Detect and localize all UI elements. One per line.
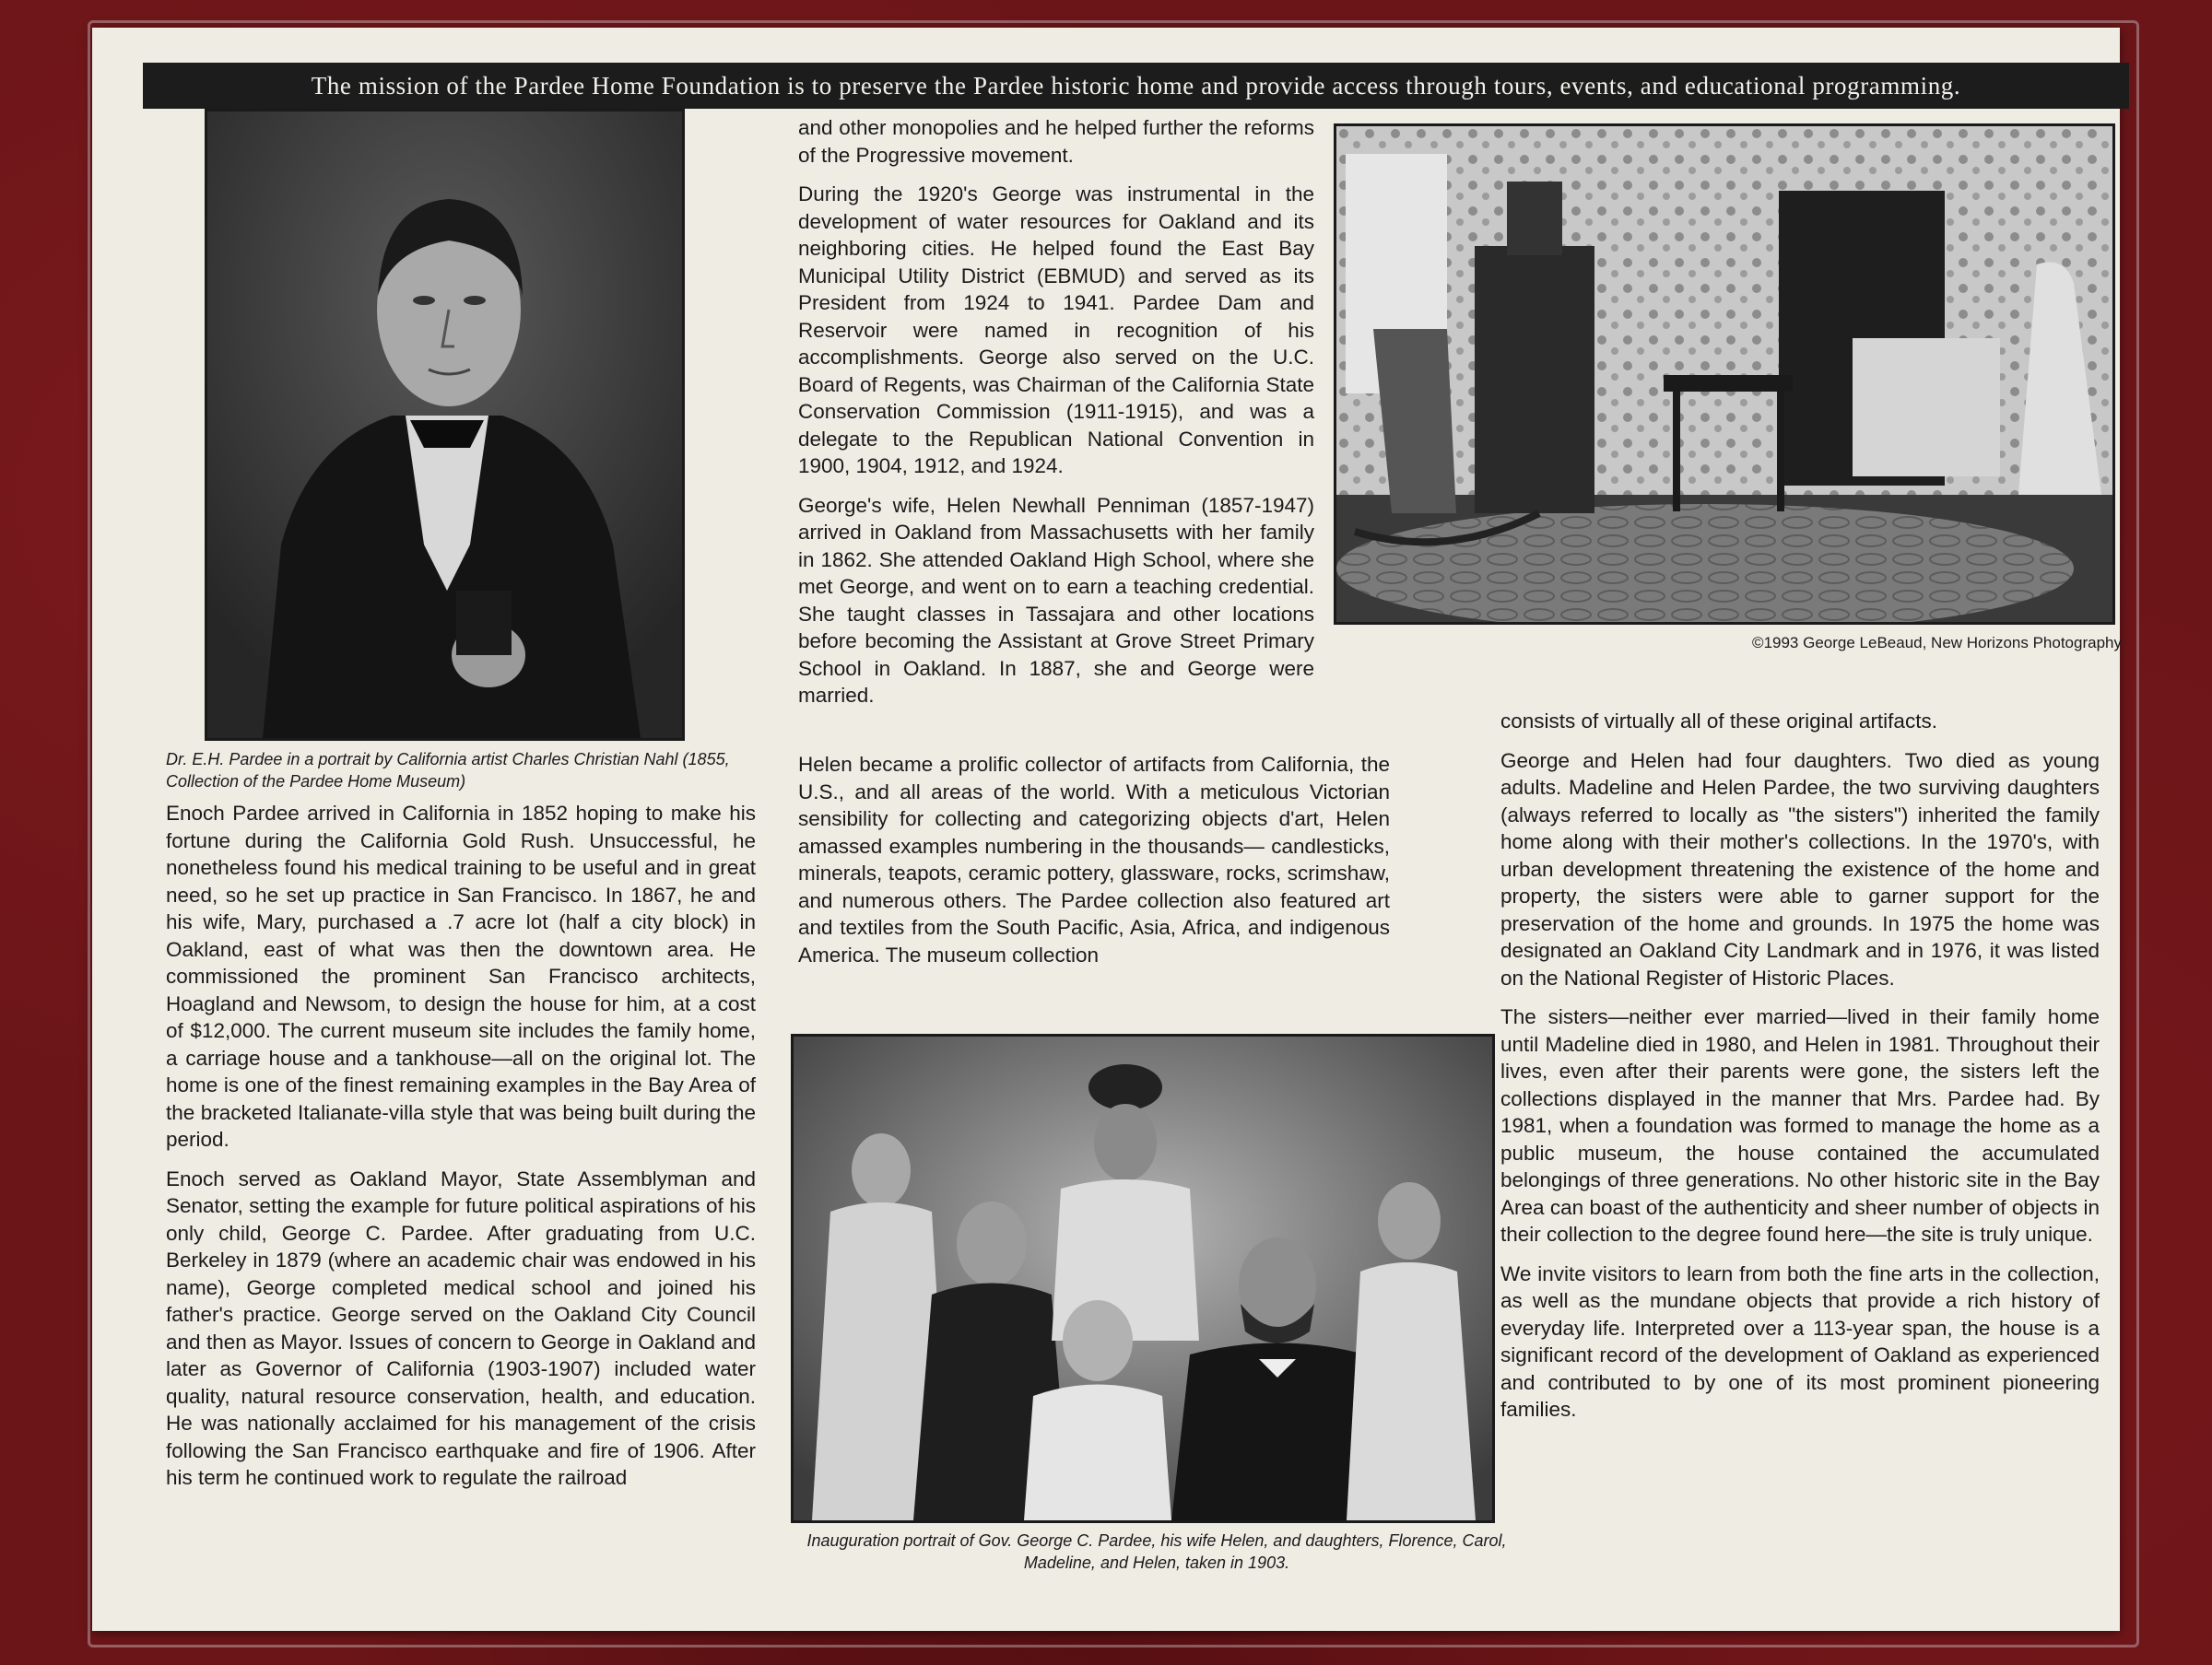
column-1 bbox=[166, 800, 756, 1504]
mission-banner: The mission of the Pardee Home Foundation is to preserve the Pardee historic home and provide access through tours, events, and educational programming. bbox=[143, 63, 2129, 109]
column-3 bbox=[1500, 708, 2100, 1436]
photo-credit: ©1993 George LeBeaud, New Horizons Photography bbox=[1752, 634, 2122, 651]
portrait-photo bbox=[205, 109, 685, 741]
column-2 bbox=[798, 114, 1314, 721]
paragraph: During the 1920's George was instrumental in the development of water resources for Oakland and its neighboring cities. He helped found the East Bay Municipal Utility District (EBMUD) and served as its President from 1924 to 1941. Pardee Dam and Reservoir were named in recognition of his accomplishments. George also served on the U.C. Board of Regents, was Chairman of the California State Conservation Commission (1911-1915), and was a delegate to the Republican National Convention in 1900, 1904, 1912, and 1924. bbox=[798, 182, 1314, 477]
paragraph: Enoch served as Oakland Mayor, State Assemblyman and Senator, setting the example for future political aspirations of his only child, George C. Pardee. After graduating from U.C. Berkeley in 1879 (where an academic chair was endowed in his name), George completed medical school and joined his father's practice. George served on the Oakland City Council and then as Mayor. Issues of concern to George in Oakland and later as Governor of California (1903-1907) included water quality, natural resource conservation, health, and education. He was nationally acclaimed for his management of the crisis following the San Francisco earthquake and fire of 1906. After his term he continued work to regulate the railroad bbox=[166, 1167, 756, 1489]
paragraph: Enoch Pardee arrived in California in 1852 hoping to make his fortune during the California Gold Rush. Unsuccessful, he nonetheless found his medical training to be useful and in great need, so he set up practice in San Francisco. In 1867, he and his wife, Mary, purchased a .7 acre lot (half a city block) in Oakland, east of what was then the downtown area. He commissioned the prominent San Francisco architects, Hoagland and Newsom, to design the house for him, at a cost of $12,000. The current museum site includes the family home, a carriage house and a tankhouse—all on the original lot. The home is one of the finest remaining examples in the Bay Area of the bracketed Italianate-villa style that was being built during the period. bbox=[166, 802, 756, 1151]
paragraph: George and Helen had four daughters. Two died as young adults. Madeline and Helen Pardee, the two surviving daughters (always referred to locally as "the sisters") inherited the family home along with their mother's collections. In the 1970's, with urban development threatening the existence of the home and property, the sisters were able to garner support for the preservation of the home and grounds. In 1975 the home was designated an Oakland City Landmark and in 1976, it was listed on the National Register of Historic Places. bbox=[1500, 748, 2100, 990]
family-photo bbox=[791, 1034, 1495, 1523]
paragraph: consists of virtually all of these original artifacts. bbox=[1500, 709, 1937, 733]
bedroom-photo bbox=[1334, 123, 2115, 625]
paragraph: and other monopolies and he helped further the reforms of the Progressive movement. bbox=[798, 116, 1314, 167]
family-image bbox=[794, 1037, 1492, 1520]
family-caption: Inauguration portrait of Gov. George C. Pardee, his wife Helen, and daughters, Florence, Carol, Madeline, and Helen, taken in 1903. bbox=[806, 1531, 1507, 1572]
paragraph: George's wife, Helen Newhall Penniman (1857-1947) arrived in Oakland from Massachusetts with her family in 1862. She attended Oakland High School, where she met George, and went on to earn a teaching credential. She taught classes in Tassajara and other locations before becoming the Assistant at Grove Street Primary School in Oakland. In 1887, she and George were married. bbox=[798, 493, 1314, 707]
paragraph: The sisters—neither ever married—lived in their family home until Madeline died in 1980, and Helen in 1981. Throughout their lives, even after their parents were gone, the sisters left the collections displayed in the manner that Mrs. Pardee had. By 1981, when a foundation was formed to manage the home as a public museum, the house contained the accumulated belongings of three generations. No other historic site in the Bay Area can boast of the authenticity and sheer number of objects in their collection to the degree found here—the site is truly unique. bbox=[1500, 1005, 2100, 1246]
bedroom-image bbox=[1336, 126, 2112, 622]
paragraph: We invite visitors to learn from both the fine arts in the collection, as well as the mundane objects that provide a rich history of everyday life. Interpreted over a 113-year span, the house is a significant record of the development of Oakland as experienced and contributed to by one of its most prominent pioneering families. bbox=[1500, 1261, 2100, 1421]
portrait-caption: Dr. E.H. Pardee in a portrait by California artist Charles Christian Nahl (1855, Collection of the Pardee Home Museum) bbox=[166, 750, 730, 791]
paragraph: Helen became a prolific collector of artifacts from California, the U.S., and all areas of the world. With a meticulous Victorian sensibility for collecting and categorizing objects d'art, Helen amassed examples numbering in the thousands— candlesticks, minerals, teapots, ceramic pottery, glassware, rocks, scrimshaw, and numerous others. The Pardee collection also featured art and textiles from the South Pacific, Asia, Africa, and indigenous America. The museum collection bbox=[798, 753, 1390, 967]
column-2-continued bbox=[798, 751, 1390, 980]
portrait-image bbox=[207, 111, 682, 738]
